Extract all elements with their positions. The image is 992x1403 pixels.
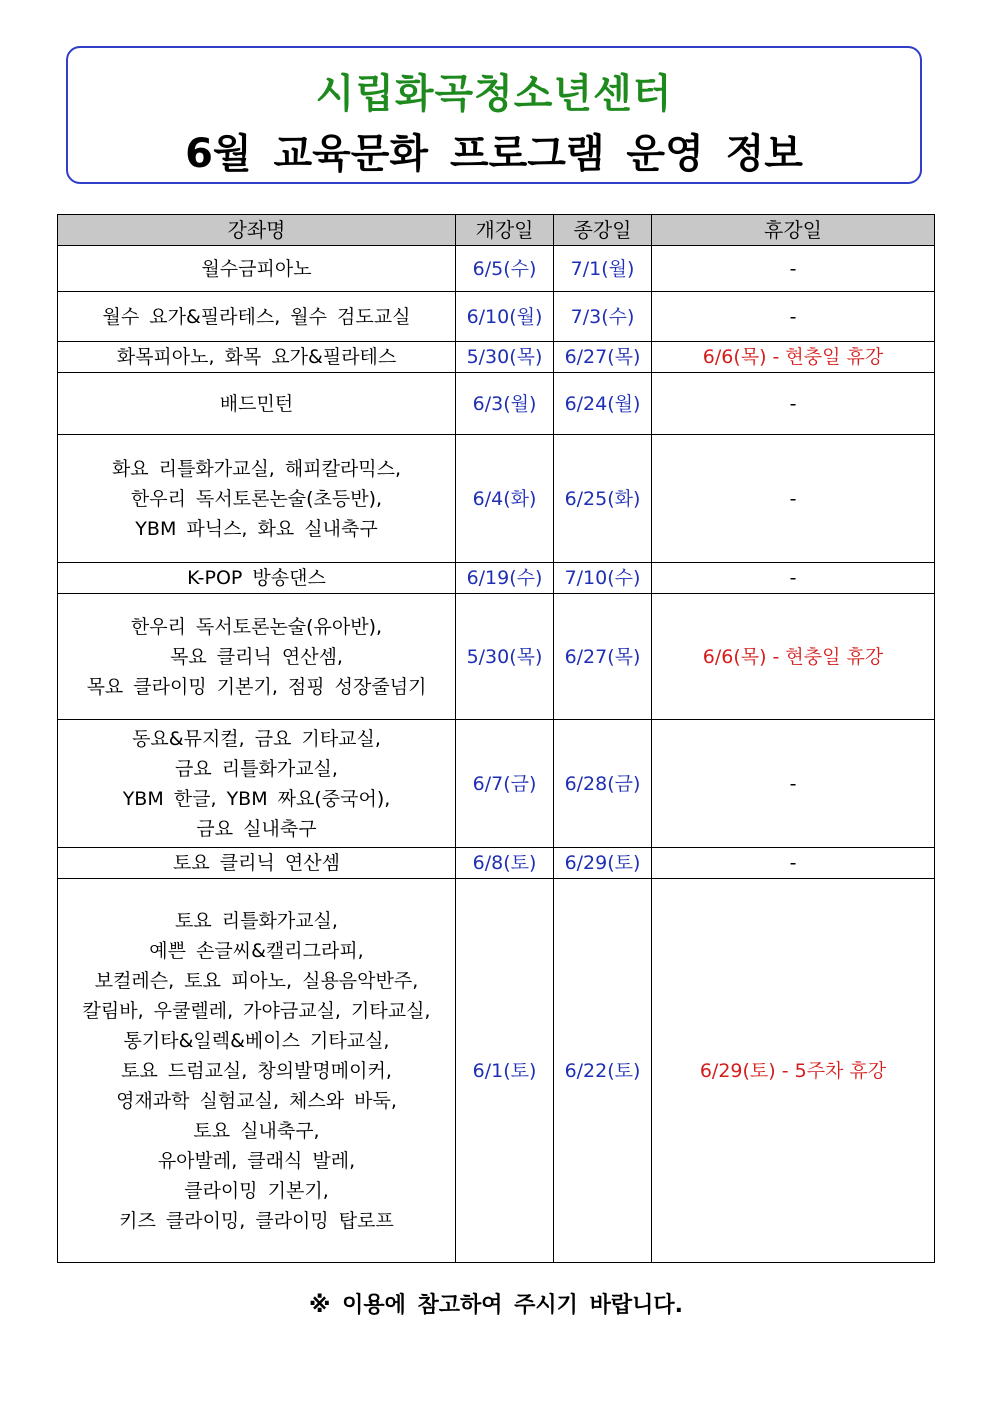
- holiday-cell: 6/29(토) - 5주차 휴강: [652, 879, 935, 1263]
- header-start-date: 개강일: [456, 215, 554, 246]
- course-name-cell: [58, 563, 456, 594]
- holiday-cell: -: [652, 292, 935, 342]
- course-name-line: 동요&뮤지컬, 금요 기타교실,: [132, 727, 381, 750]
- course-name-cell: [58, 848, 456, 879]
- table-row: [58, 292, 935, 342]
- course-name-line: 목요 클리닉 연산셈,: [170, 645, 343, 668]
- holiday-cell: 6/6(목) - 현충일 휴강: [652, 342, 935, 373]
- course-name-line: 화요 리틀화가교실, 해피칼라믹스,: [111, 457, 402, 480]
- course-name-line: 토요 리틀화가교실,: [175, 909, 338, 932]
- course-name-line: 유아발레, 클래식 발레,: [157, 1149, 356, 1172]
- course-name-cell: [58, 292, 456, 342]
- course-name-line: 금요 실내축구: [196, 817, 317, 840]
- title-box: [66, 46, 922, 184]
- holiday-cell: -: [652, 563, 935, 594]
- course-name-line: K-POP 방송댄스: [187, 567, 326, 589]
- footnote: ※ 이용에 참고하여 주시기 바랍니다.: [309, 1293, 683, 1318]
- center-name-title: 시립화곡청소년센터: [315, 71, 673, 117]
- schedule-table: [57, 214, 935, 1263]
- start-date-cell: 6/1(토): [456, 879, 554, 1263]
- end-date-cell: 7/10(수): [554, 563, 652, 594]
- table-header-row: [58, 215, 935, 246]
- start-date-cell: 6/7(금): [456, 720, 554, 848]
- course-name-line: YBM 한글, YBM 짜요(중국어),: [122, 787, 391, 810]
- course-name-line: 토요 클리닉 연산셈: [173, 852, 340, 874]
- table-row: [58, 720, 935, 848]
- course-name-line: 영재과학 실험교실, 체스와 바둑,: [116, 1089, 397, 1112]
- course-name-cell: [58, 879, 456, 1263]
- course-name-line: 목요 클라이밍 기본기, 점핑 성장줄넘기: [86, 675, 427, 698]
- start-date-cell: 6/10(월): [456, 292, 554, 342]
- header-course-name: 강좌명: [58, 215, 456, 246]
- table-row: [58, 594, 935, 720]
- course-name-line: 예쁜 손글씨&캘리그라피,: [149, 939, 364, 962]
- course-name-line: 토요 드럼교실, 창의발명메이커,: [121, 1059, 392, 1082]
- end-date-cell: 6/22(토): [554, 879, 652, 1263]
- start-date-cell: 6/19(수): [456, 563, 554, 594]
- course-name-cell: [58, 246, 456, 292]
- start-date-cell: 6/4(화): [456, 435, 554, 563]
- program-info-title: 6월 교육문화 프로그램 운영 정보: [185, 131, 803, 177]
- table-row: [58, 435, 935, 563]
- start-date-cell: 6/8(토): [456, 848, 554, 879]
- table-row: [58, 563, 935, 594]
- holiday-cell: 6/6(목) - 현충일 휴강: [652, 594, 935, 720]
- course-name-cell: [58, 720, 456, 848]
- table-row: [58, 848, 935, 879]
- table-row: [58, 373, 935, 435]
- course-name-line: 키즈 클라이밍, 클라이밍 탑로프: [119, 1209, 394, 1232]
- header-holiday: 휴강일: [652, 215, 935, 246]
- end-date-cell: 6/28(금): [554, 720, 652, 848]
- start-date-cell: 5/30(목): [456, 342, 554, 373]
- table-row: [58, 342, 935, 373]
- course-name-line: 보컬레슨, 토요 피아노, 실용음악반주,: [94, 969, 419, 992]
- course-name-line: YBM 파닉스, 화요 실내축구: [135, 517, 378, 540]
- holiday-cell: -: [652, 848, 935, 879]
- course-name-cell: [58, 594, 456, 720]
- end-date-cell: 6/25(화): [554, 435, 652, 563]
- end-date-cell: 7/1(월): [554, 246, 652, 292]
- holiday-cell: -: [652, 720, 935, 848]
- course-name-line: 월수 요가&필라테스, 월수 검도교실: [102, 305, 411, 328]
- course-name-line: 한우리 독서토론논술(유아반),: [130, 615, 383, 638]
- end-date-cell: 6/27(목): [554, 342, 652, 373]
- course-name-line: 클라이밍 기본기,: [184, 1179, 329, 1202]
- end-date-cell: 7/3(수): [554, 292, 652, 342]
- end-date-cell: 6/24(월): [554, 373, 652, 435]
- course-name-line: 칼림바, 우쿨렐레, 가야금교실, 기타교실,: [82, 999, 431, 1022]
- course-name-line: 토요 실내축구,: [193, 1119, 320, 1142]
- holiday-cell: -: [652, 373, 935, 435]
- end-date-cell: 6/29(토): [554, 848, 652, 879]
- header-end-date: 종강일: [554, 215, 652, 246]
- start-date-cell: 5/30(목): [456, 594, 554, 720]
- course-name-line: 화목피아노, 화목 요가&필라테스: [116, 346, 397, 368]
- start-date-cell: 6/3(월): [456, 373, 554, 435]
- holiday-cell: -: [652, 246, 935, 292]
- course-name-cell: [58, 373, 456, 435]
- course-name-line: 금요 리틀화가교실,: [175, 757, 338, 780]
- course-name-line: 배드민턴: [219, 392, 294, 415]
- table-row: [58, 246, 935, 292]
- start-date-cell: 6/5(수): [456, 246, 554, 292]
- course-name-line: 월수금피아노: [201, 257, 312, 280]
- course-name-line: 통기타&일렉&베이스 기타교실,: [123, 1029, 390, 1052]
- holiday-cell: -: [652, 435, 935, 563]
- course-name-cell: [58, 435, 456, 563]
- table-row: [58, 879, 935, 1263]
- course-name-cell: [58, 342, 456, 373]
- end-date-cell: 6/27(목): [554, 594, 652, 720]
- course-name-line: 한우리 독서토론논술(초등반),: [130, 487, 383, 510]
